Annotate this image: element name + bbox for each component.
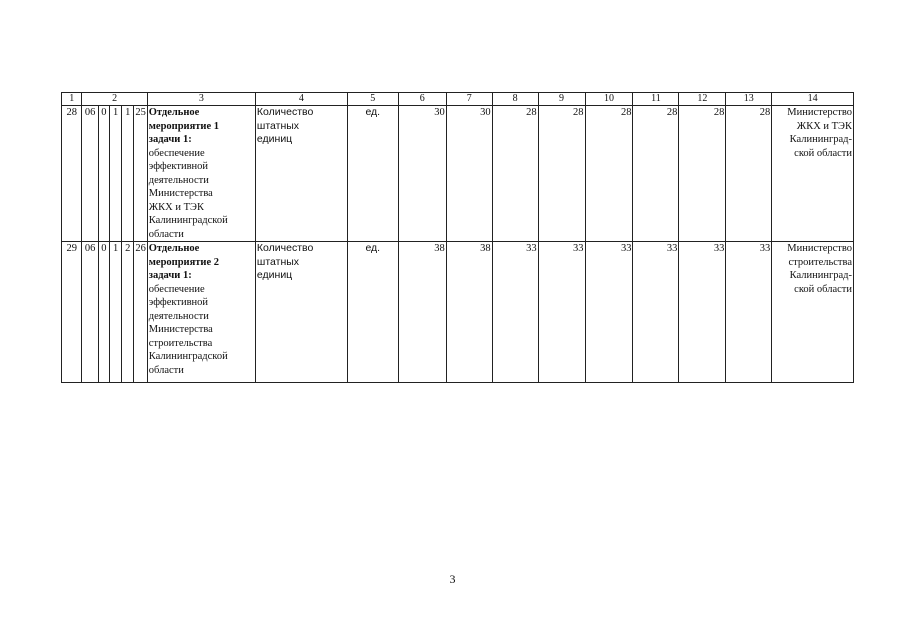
header-cell: 7: [446, 93, 492, 106]
indicator-cell: [255, 242, 347, 383]
value-cell: 33: [726, 242, 772, 383]
page-number: 3: [449, 572, 456, 586]
title-line: Калининградской: [148, 215, 228, 226]
value-cell: 28: [492, 106, 538, 242]
row-number-cell: 28: [62, 106, 82, 242]
title-line: эффективной: [148, 161, 209, 172]
responsible-line: Калининград-: [789, 270, 852, 281]
indicator-line: единиц: [256, 269, 293, 281]
title-line: мероприятие 2: [148, 256, 220, 268]
header-cell: 3: [147, 93, 255, 106]
indicator-line: единиц: [256, 133, 293, 145]
value-cell: 28: [633, 106, 679, 242]
code-cell: 2: [122, 242, 134, 383]
title-line: задачи 1:: [148, 270, 192, 281]
header-row: [62, 93, 854, 106]
value-cell: 28: [726, 106, 772, 242]
row-number-cell: 29: [62, 242, 82, 383]
title-line: обеспечение: [148, 147, 205, 159]
code-cell: 06: [82, 106, 98, 242]
title-line: задачи 1:: [148, 134, 192, 145]
title-line: эффективной: [148, 297, 209, 308]
indicator-line: Количество: [256, 242, 314, 254]
value-cell: 28: [538, 106, 585, 242]
header-cell: 11: [633, 93, 679, 106]
header-cell: 4: [255, 93, 347, 106]
code-cell: 06: [82, 242, 98, 383]
title-line: Министерства: [148, 324, 213, 335]
header-cell: 9: [538, 93, 585, 106]
code-cell: 26: [134, 242, 147, 383]
value-cell: 33: [538, 242, 585, 383]
responsible-line: ЖКХ и ТЭК: [796, 120, 852, 132]
value-cell: 38: [398, 242, 446, 383]
title-line: Отдельное: [148, 107, 200, 118]
unit-cell: ед.: [347, 242, 398, 383]
responsible-cell: [772, 106, 854, 242]
code-cell: 1: [109, 242, 121, 383]
unit-cell: ед.: [347, 106, 398, 242]
responsible-line: Калининград-: [789, 134, 852, 145]
title-line: мероприятие 1: [148, 120, 220, 132]
value-cell: 33: [492, 242, 538, 383]
activity-title-cell: [147, 106, 255, 242]
code-cell: 1: [122, 106, 134, 242]
responsible-line: строительства: [788, 256, 852, 268]
activity-title-cell: [147, 242, 255, 383]
responsible-line: ской области: [794, 147, 852, 159]
header-cell: 1: [62, 93, 82, 106]
value-cell: 33: [679, 242, 726, 383]
table-row: [62, 106, 854, 242]
responsible-line: Министерство: [787, 107, 852, 118]
responsible-cell: [772, 242, 854, 383]
title-line: области: [148, 364, 184, 376]
title-line: строительства: [148, 337, 213, 349]
title-line: деятельности: [148, 310, 209, 322]
indicator-line: штатных: [256, 255, 300, 268]
title-line: Министерства: [148, 188, 213, 199]
header-cell: 6: [398, 93, 446, 106]
value-cell: 33: [633, 242, 679, 383]
document-table: [61, 92, 854, 383]
indicator-line: штатных: [256, 119, 300, 132]
indicator-cell: [255, 106, 347, 242]
table-row: [62, 242, 854, 383]
responsible-line: ской области: [794, 283, 852, 295]
value-cell: 33: [585, 242, 633, 383]
value-cell: 28: [585, 106, 633, 242]
responsible-line: Министерство: [787, 243, 852, 254]
header-cell: 14: [772, 93, 854, 106]
indicator-line: Количество: [256, 106, 314, 118]
title-line: ЖКХ и ТЭК: [148, 201, 204, 213]
code-cell: 0: [98, 242, 109, 383]
code-cell: 25: [134, 106, 147, 242]
value-cell: 28: [679, 106, 726, 242]
header-cell: 13: [726, 93, 772, 106]
code-cell: 0: [98, 106, 109, 242]
header-cell: 2: [82, 93, 147, 106]
header-cell: 12: [679, 93, 726, 106]
value-cell: 38: [446, 242, 492, 383]
title-line: обеспечение: [148, 283, 205, 295]
header-cell: 8: [492, 93, 538, 106]
header-cell: 5: [347, 93, 398, 106]
title-line: Калининградской: [148, 351, 228, 362]
title-line: области: [148, 228, 184, 240]
value-cell: 30: [446, 106, 492, 242]
title-line: деятельности: [148, 174, 209, 186]
header-cell: 10: [585, 93, 633, 106]
code-cell: 1: [109, 106, 121, 242]
title-line: Отдельное: [148, 243, 200, 254]
value-cell: 30: [398, 106, 446, 242]
